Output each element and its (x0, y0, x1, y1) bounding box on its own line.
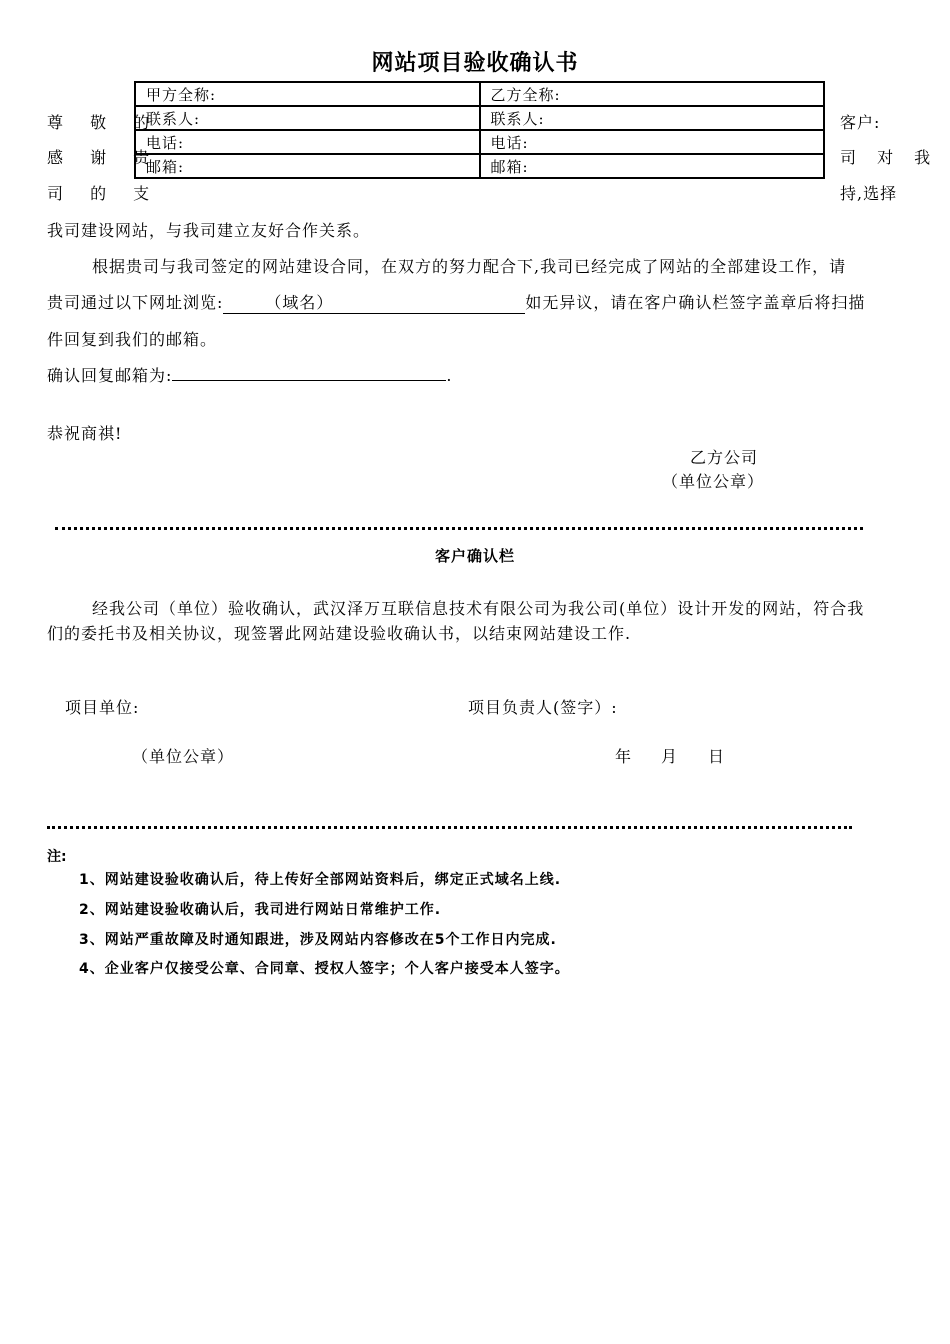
intro-paragraph-end: 我司建设网站，与我司建立友好合作关系。 (47, 221, 371, 240)
date-year: 年 (615, 747, 633, 766)
customer-section-title: 客户确认栏 (434, 547, 515, 565)
domain-blank (223, 290, 525, 314)
party-b-seal: （单位公章） (662, 472, 765, 491)
date-month: 月 (661, 747, 679, 766)
greeting-left-2: 感 谢 贵 (47, 148, 161, 167)
reply-email-end: . (446, 366, 453, 385)
confirm-line-1: 经我公司（单位）验收确认，武汉泽万互联信息技术有限公司为我公司(单位）设计开发的网站，符合我 (92, 599, 865, 618)
greeting-left-1: 尊 敬 的 (47, 113, 161, 132)
note-item: 4、企业客户仅接受公章、合同章、授权人签字；个人客户接受本人签字。 (79, 961, 570, 977)
party-b-phone-cell: 电话: (480, 130, 825, 154)
party-a-name-cell: 甲方全称: (135, 82, 480, 106)
party-a-email-cell: 邮箱: (135, 154, 480, 178)
closing-text: 恭祝商祺! (47, 424, 123, 443)
party-b-name-cell: 乙方全称: (480, 82, 825, 106)
party-b-company: 乙方公司 (690, 448, 759, 467)
greeting-left-3: 司 的 支 (47, 184, 161, 203)
note-item: 1、网站建设验收确认后，待上传好全部网站资料后，绑定正式域名上线. (79, 872, 562, 888)
greeting-right-2: 司 对 我 (840, 148, 939, 167)
project-unit-label: 项目单位: (65, 698, 140, 717)
notes-label: 注: (47, 849, 67, 865)
reply-email-label: 确认回复邮箱为: (47, 366, 173, 385)
table-row (135, 130, 824, 154)
parties-table (134, 81, 825, 179)
note-item: 3、网站严重故障及时通知跟进，涉及网站内容修改在5个工作日内完成. (79, 932, 557, 948)
table-row (135, 106, 824, 130)
paragraph-2-line-3: 件回复到我们的邮箱。 (47, 330, 218, 349)
paragraph-2-line-2 (47, 290, 865, 314)
party-b-contact-cell: 联系人: (480, 106, 825, 130)
date-day: 日 (708, 747, 726, 766)
party-a-contact-cell: 联系人: (135, 106, 480, 130)
dotted-divider-2 (47, 826, 852, 829)
confirm-line-2: 们的委托书及相关协议，现签署此网站建设验收确认书，以结束网站建设工作. (47, 624, 632, 643)
project-leader-label: 项目负责人(签字）: (468, 698, 618, 717)
greeting-right-3: 持,选择 (840, 184, 898, 203)
table-row (135, 82, 824, 106)
dotted-divider-1 (55, 527, 863, 530)
party-b-email-cell: 邮箱: (480, 154, 825, 178)
table-row (135, 154, 824, 178)
reply-email-line (47, 363, 453, 386)
paragraph-2-line-1: 根据贵司与我司签定的网站建设合同，在双方的努力配合下,我司已经完成了网站的全部建设工作，请 (92, 257, 847, 276)
greeting-right-1: 客户: (840, 113, 881, 132)
browse-suffix: 如无异议，请在客户确认栏签字盖章后将扫描 (525, 293, 866, 312)
party-a-phone-cell: 电话: (135, 130, 480, 154)
reply-email-blank (172, 364, 446, 381)
note-item: 2、网站建设验收确认后，我司进行网站日常维护工作. (79, 902, 442, 918)
browse-prefix: 贵司通过以下网址浏览: (47, 293, 224, 312)
domain-placeholder: （域名） (265, 293, 334, 312)
document-title: 网站项目验收确认书 (371, 51, 579, 76)
customer-unit-seal: （单位公章） (132, 747, 235, 766)
